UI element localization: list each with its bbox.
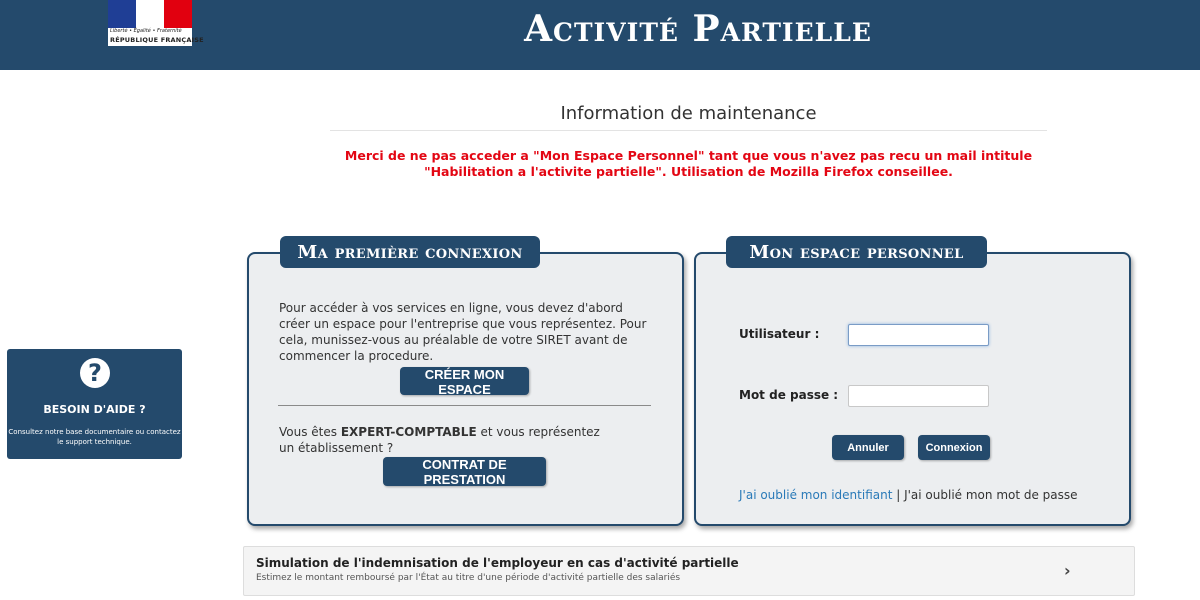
password-input[interactable] [848,385,989,407]
user-input[interactable] [848,324,989,346]
personal-space-tab: Mon espace personnel [726,236,987,268]
cancel-button[interactable]: Annuler [832,435,904,460]
expert-text [279,424,609,456]
password-label: Mot de passe : [739,388,839,402]
link-separator: | [892,488,905,502]
divider [330,130,1047,131]
expert-bold: EXPERT-COMPTABLE [340,425,477,439]
page-title: Activité Partielle [524,8,872,50]
login-button[interactable]: Connexion [918,435,990,460]
maintenance-title: Information de maintenance [560,103,817,124]
expert-prefix: Vous êtes [279,425,341,439]
logo-republic: RÉPUBLIQUE FRANÇAISE [110,36,204,44]
first-connection-text: Pour accéder à vos services en ligne, vous devez d'abord créer un espace pour l'entreprise que vous représentez. Pour cela, munissez-vous au préalable de votre SIRET avant de commencer la procedure. [279,301,647,363]
header [0,0,1200,70]
create-space-button[interactable]: CRÉER MON ESPACE [400,367,529,395]
expert-suffix: et vous représentez un établissement ? [279,425,600,455]
forgot-links [739,488,1078,502]
simulation-subtitle: Estimez le montant remboursé par l'État au titre d'une période d'activité partielle des salariés [256,573,681,583]
chevron-right-icon: › [1064,561,1071,580]
simulation-title: Simulation de l'indemnisation de l'employeur en cas d'activité partielle [256,556,739,570]
contract-button[interactable]: CONTRAT DE PRESTATION [383,457,546,486]
maintenance-message: Merci de ne pas acceder a "Mon Espace Personnel" tant que vous n'avez pas recu un mail intitule "Habilitation a l'activite partielle". Utilisation de Mozilla Firefox conseillee. [344,148,1033,179]
divider [278,405,651,406]
logo-motto: Liberté • Égalité • Fraternité [110,28,182,34]
simulation-link[interactable] [243,546,1135,596]
help-subtitle: Consultez notre base documentaire ou contactez le support technique. [8,428,181,446]
help-box[interactable] [7,349,182,459]
forgot-password-link[interactable]: J'ai oublié mon mot de passe [904,488,1078,502]
user-label: Utilisateur : [739,327,820,341]
question-icon: ? [80,358,110,388]
first-connection-tab: Ma première connexion [280,236,540,268]
forgot-id-link[interactable]: J'ai oublié mon identifiant [739,488,893,502]
help-title: BESOIN D'AIDE ? [43,403,146,416]
